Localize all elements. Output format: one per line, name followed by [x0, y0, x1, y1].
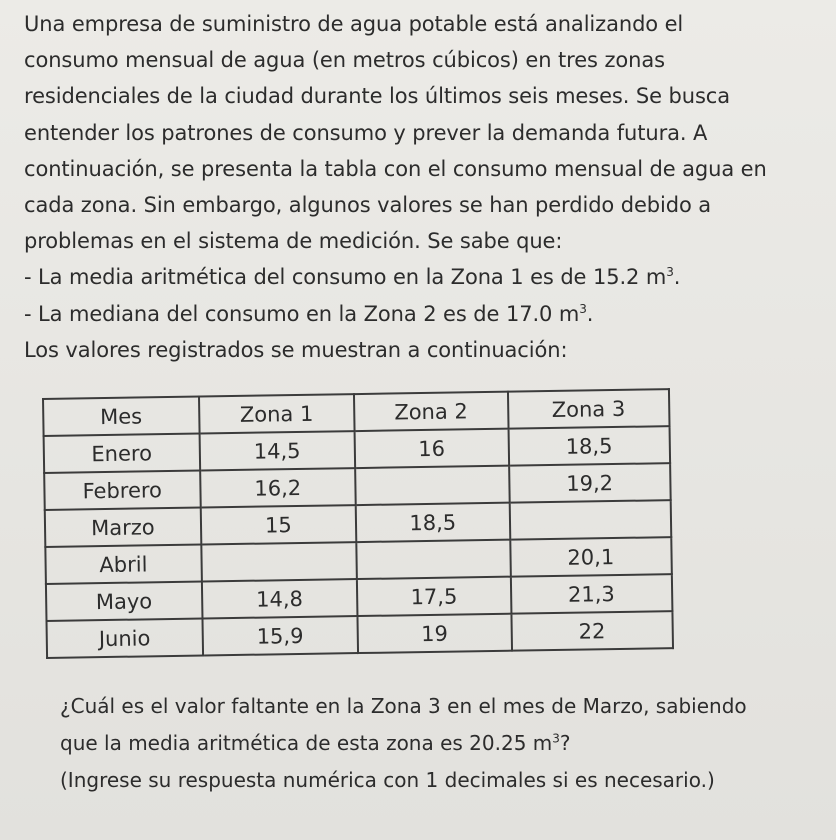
cell-month: Marzo	[45, 508, 201, 547]
cell-month: Abril	[45, 545, 201, 584]
problem-statement	[24, 6, 824, 368]
unit-exponent: 3	[666, 265, 674, 280]
cell-zona-2	[356, 540, 510, 579]
problem-line: Una empresa de suministro de agua potable está analizando el	[24, 12, 684, 36]
cell-zona-3: 20,1	[510, 537, 672, 577]
cell-zona-1: 15	[200, 505, 356, 544]
cell-zona-3: 22	[511, 611, 673, 651]
problem-line: residenciales de la ciudad durante los últimos seis meses. Se busca	[24, 84, 731, 109]
cell-month: Enero	[44, 434, 200, 473]
cell-zona-1: 14,8	[201, 579, 357, 618]
cell-zona-2: 16	[355, 429, 509, 468]
cell-zona-3: 21,3	[510, 574, 672, 614]
condition-text: - La media aritmética del consumo en la Zona 1 es de	[24, 265, 593, 290]
question-text: que la media aritmética de esta zona es	[60, 731, 470, 755]
problem-line: continuación, se presenta la tabla con el consumo mensual de agua en	[24, 156, 767, 181]
condition-zona1-mean	[24, 259, 824, 295]
problem-line: problemas en el sistema de medición. Se sabe que:	[24, 229, 563, 254]
question-value: 20.25 m	[469, 731, 553, 755]
cell-month: Mayo	[46, 582, 202, 621]
cell-zona-3: 19,2	[509, 463, 671, 503]
cell-zona-2: 18,5	[356, 503, 510, 542]
unit-exponent: 3	[579, 301, 587, 316]
question-end: ?	[559, 731, 571, 755]
header-mes: Mes	[43, 397, 199, 436]
header-zona-3: Zona 3	[507, 389, 669, 429]
cell-zona-3: 18,5	[508, 426, 670, 466]
problem-line: consumo mensual de agua (en metros cúbicos) en tres zonas	[24, 48, 665, 73]
condition-end: .	[673, 265, 681, 290]
condition-end: .	[586, 301, 594, 326]
cell-zona-2	[355, 466, 509, 505]
cell-zona-1	[201, 542, 357, 581]
cell-month: Junio	[47, 619, 203, 658]
cell-zona-1: 15,9	[202, 616, 358, 655]
header-zona-1: Zona 1	[199, 394, 355, 433]
table-intro: Los valores registrados se muestran a continuación:	[24, 337, 568, 362]
condition-text: - La mediana del consumo en la Zona 2 es de	[24, 301, 506, 326]
problem-line: entender los patrones de consumo y prever la demanda futura. A	[24, 120, 708, 145]
question-mean-line	[60, 725, 830, 762]
condition-zona2-median	[24, 296, 824, 332]
unit-exponent: 3	[552, 731, 560, 746]
question-line: ¿Cuál es el valor faltante en la Zona 3 en el mes de Marzo, sabiendo	[60, 694, 747, 718]
consumption-table	[42, 388, 674, 659]
cell-month: Febrero	[44, 471, 200, 510]
cell-zona-3	[509, 500, 671, 540]
answer-instruction: (Ingrese su respuesta numérica con 1 decimales si es necesario.)	[60, 768, 715, 792]
header-zona-2: Zona 2	[354, 392, 508, 431]
cell-zona-2: 17,5	[357, 577, 511, 616]
cell-zona-1: 16,2	[200, 468, 356, 507]
condition-value: 17.0 m	[505, 301, 580, 326]
question-block	[60, 688, 830, 799]
cell-zona-2: 19	[358, 614, 512, 653]
problem-line: cada zona. Sin embargo, algunos valores se han perdido debido a	[24, 193, 712, 218]
cell-zona-1: 14,5	[199, 431, 355, 470]
condition-value: 15.2 m	[592, 265, 667, 290]
